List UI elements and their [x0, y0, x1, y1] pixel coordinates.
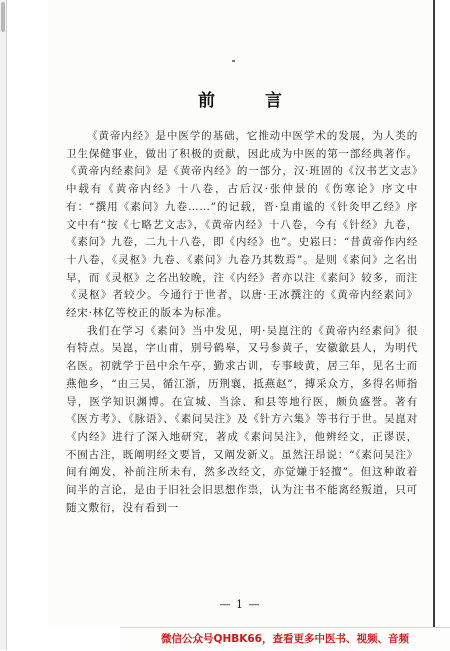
document-page — [48, 0, 432, 628]
page-number: — 1 — — [219, 598, 261, 611]
scrollbar-thumb[interactable] — [1, 2, 5, 32]
paragraph: 《黄帝内经》是中医学的基础，它推动中医学术的发展，为人类的卫生保健事业，做出了积极的贡献，因此成为中医的第一部经典著作。《黄帝内经素问》是《黄帝内经》的一部分，汉·班固的《汉书艺文志》中载有《黄帝内经》十八卷，古后汉·张仲景的《伤寒论》序文中有：“撰用《素问》九卷……”的记载，晋·皇甫谧的《针灸甲乙经》序文中有“按《七略艺文志》，《黄帝内经》十八卷，今有《针经》九卷，《素问》九卷，二九十八卷，即《内经》也”。史崧曰：“昔黄帝作内经十八卷，《灵枢》九卷、《素问》九卷乃其数焉”。是则《素问》之名出早，而《灵枢》之名出较晚，注《内经》者亦以注《素问》较多，而注《灵枢》者较少。今通行于世者，以唐·王冰撰注的《黄帝内经素问》经宋·林亿等校正的版本为标准。 — [66, 130, 418, 320]
page-title: 前 言 — [198, 91, 304, 111]
vertical-scrollbar[interactable] — [0, 0, 7, 650]
body-text — [66, 128, 418, 517]
page-edge-line — [433, 0, 435, 628]
scan-mark — [232, 60, 235, 62]
watermark-banner: 微信公众号QHBK66，查看更多中医书、视频、音频 — [120, 627, 450, 651]
paragraph: 我们在学习《素问》当中发见，明·吴崑注的《黄帝内经素问》很有特点。吴崑，字山甫，别号鹤皋，又号参黄子，安徽歙县人，为明代名医。初就学于邑中余午亭，勤求古训，专事岐黄，居三年，见名士而燕他乡，“由三吴，循江浙，历荆襄，抵燕赵”，搏采众方，多得名师指导，医学知识渊博。在宣城、当涂、和县等地行医，颇负盛誉。著有《医方考》、《脉语》、《素问吴注》及《针方六集》等书行于世。吴崑对《内经》进行了深入地研究，著成《素问吴注》，他辨经文，正谬误，不囿古注，既阐明经文要旨，又阐发新义。虽然汪昂说：“《素问吴注》间有阐发，补前注所未有，然多改经文，亦觉嫌于轻擅”。但这种敢着间半的言论，是由于旧社会旧思想作祟，认为注书不能离经叛道，只可随文敷衍，没有看到一 — [66, 324, 418, 514]
